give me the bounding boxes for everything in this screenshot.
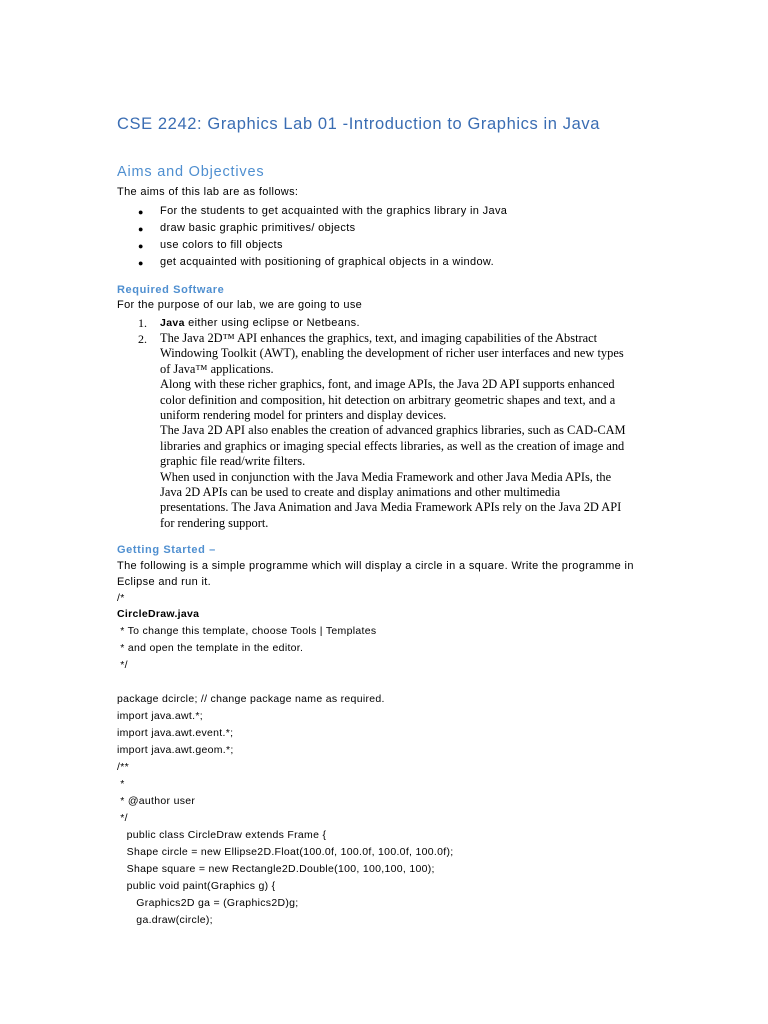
code-line: ga.draw(circle); (117, 914, 213, 926)
paragraph-line: The Java 2D API also enables the creation of advanced graphics libraries, such as CAD-CAM (160, 423, 626, 438)
java-description: either using eclipse or Netbeans. (188, 317, 360, 329)
paragraph-line: libraries and graphics or imaging special effects libraries, as well as the creation of image and (160, 438, 625, 453)
code-line: /* (117, 592, 125, 604)
paragraph-line: When used in conjunction with the Java Media Framework and other Java Media APIs, the (160, 469, 612, 484)
aims-bullet: get acquainted with positioning of graphical objects in a window. (160, 256, 495, 268)
aims-intro: The aims of this lab are as follows: (117, 186, 299, 198)
bullet-icon: ● (138, 241, 144, 251)
bullet-icon: ● (138, 258, 144, 268)
code-line: Graphics2D ga = (Graphics2D)g; (117, 897, 299, 909)
code-line: package dcircle; // change package name as required. (117, 693, 385, 705)
paragraph-line: for rendering support. (160, 515, 269, 530)
paragraph-line: Windowing Toolkit (AWT), enabling the development of richer user interfaces and new types (160, 346, 624, 361)
code-line: * To change this template, choose Tools | Templates (117, 625, 377, 637)
aims-bullet: use colors to fill objects (160, 239, 283, 251)
software-heading: Required Software (117, 284, 225, 296)
document-title: CSE 2242: Graphics Lab 01 -Introduction to Graphics in Java (117, 115, 600, 133)
code-line: import java.awt.*; (117, 710, 203, 722)
code-line: Shape circle = new Ellipse2D.Float(100.0f, 100.0f, 100.0f, 100.0f); (117, 846, 454, 858)
code-line: public void paint(Graphics g) { (117, 880, 276, 892)
getting-started-line: Eclipse and run it. (117, 576, 212, 588)
paragraph-line: The Java 2D™ API enhances the graphics, text, and imaging capabilities of the Abstract (160, 331, 598, 345)
paragraph-line: presentations. The Java Animation and Java Media Framework APIs rely on the Java 2D API (160, 500, 622, 515)
list-number: 2. (138, 332, 147, 346)
code-line: public class CircleDraw extends Frame { (117, 829, 327, 841)
getting-started-heading: Getting Started – (117, 544, 216, 556)
code-filename: CircleDraw.java (117, 608, 200, 620)
java-label: Java (160, 317, 185, 329)
getting-started-line: The following is a simple programme which will display a circle in a square. Write the programme in (117, 560, 634, 572)
paragraph-line: of Java™ applications. (160, 361, 274, 376)
paragraph-line: Java 2D APIs can be used to create and display animations and other multimedia (160, 485, 561, 500)
paragraph-line: graphic file read/write filters. (160, 454, 306, 469)
java2d-paragraph (160, 331, 660, 531)
bullet-icon: ● (138, 207, 144, 217)
code-line: * @author user (117, 795, 196, 807)
code-line: * and open the template in the editor. (117, 642, 304, 654)
software-intro: For the purpose of our lab, we are going to use (117, 299, 363, 311)
code-line: */ (117, 659, 128, 671)
code-line: /** (117, 761, 129, 773)
code-line: * (117, 778, 125, 790)
code-line: */ (117, 812, 128, 824)
paragraph-line: color definition and composition, hit detection on arbitrary geometric shapes and text, and a (160, 392, 616, 407)
paragraph-line: uniform rendering model for printers and display devices. (160, 408, 447, 423)
code-line: Shape square = new Rectangle2D.Double(100, 100,100, 100); (117, 863, 435, 875)
aims-bullet: draw basic graphic primitives/ objects (160, 222, 356, 234)
paragraph-line: Along with these richer graphics, font, and image APIs, the Java 2D API supports enhanced (160, 377, 615, 392)
code-line: import java.awt.event.*; (117, 727, 234, 739)
aims-bullet: For the students to get acquainted with the graphics library in Java (160, 205, 508, 217)
bullet-icon: ● (138, 224, 144, 234)
aims-heading: Aims and Objectives (117, 164, 265, 180)
code-line: import java.awt.geom.*; (117, 744, 234, 756)
list-number: 1. (138, 316, 147, 330)
